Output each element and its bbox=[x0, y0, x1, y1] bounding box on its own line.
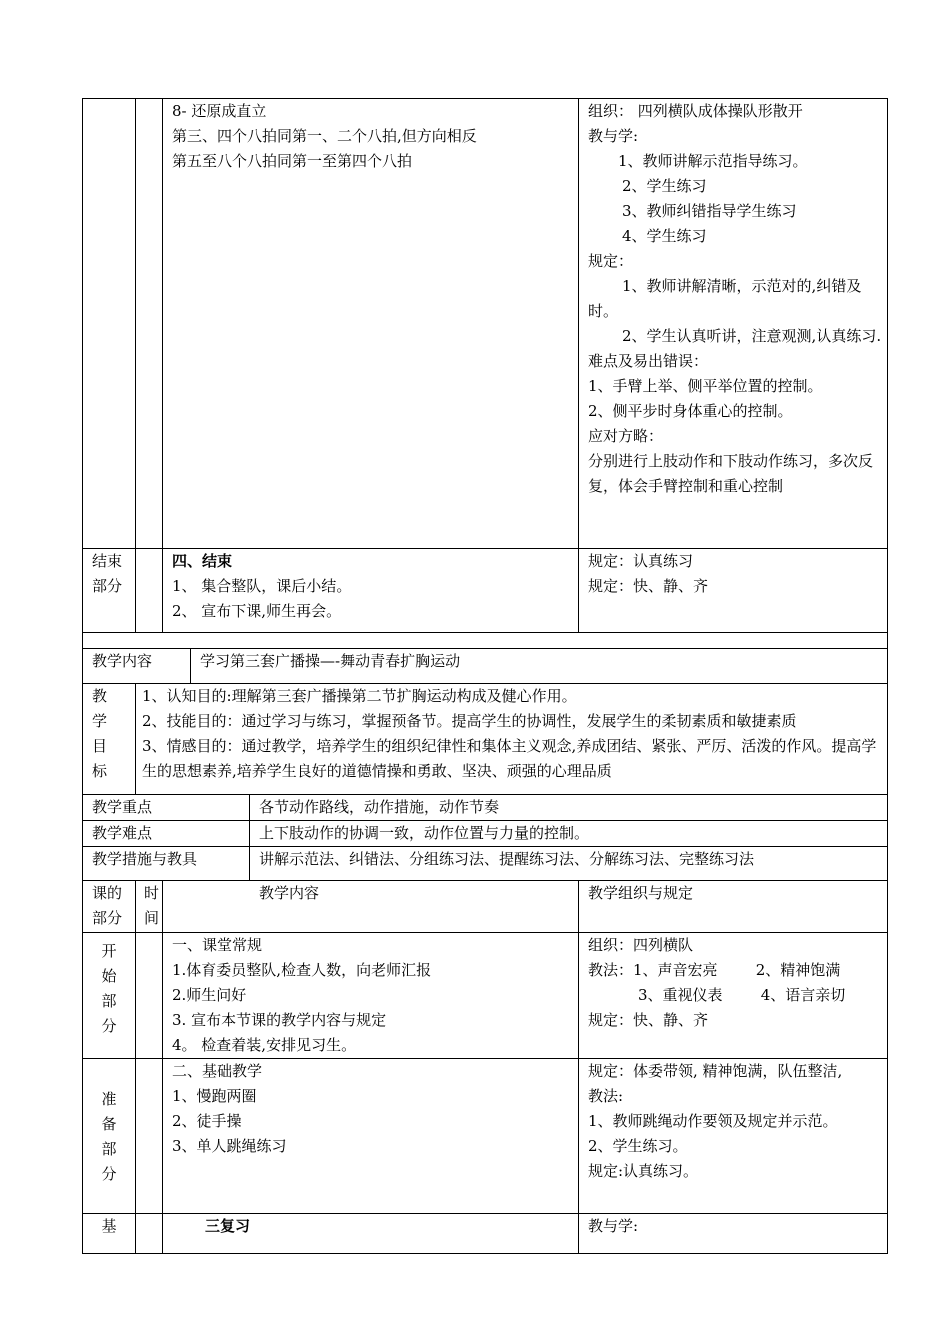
goals-content bbox=[136, 684, 888, 795]
key-info-table bbox=[82, 794, 888, 881]
teaching-content-value: 学习第三套广播操—-舞动青春扩胸运动 bbox=[191, 649, 888, 684]
lesson-table bbox=[82, 880, 888, 1254]
org-line: 组织： 四列横队成体操队形散开 bbox=[588, 102, 803, 120]
prep-org-cell bbox=[579, 1059, 888, 1214]
start-content-cell bbox=[163, 933, 579, 1059]
content-line: 一、课堂常规 bbox=[172, 936, 263, 954]
content-cell bbox=[163, 99, 579, 549]
spacer-row bbox=[83, 633, 888, 649]
content-line: 2、徒手操 bbox=[172, 1112, 242, 1130]
org-line: 难点及易出错误： bbox=[588, 352, 709, 370]
content-line: 二、基础教学 bbox=[172, 1062, 263, 1080]
content-line: 1.体育委员整队,检查人数，向老师汇报 bbox=[172, 961, 432, 979]
org-line: 2、学生练习 bbox=[622, 177, 707, 195]
teaching-content-label: 教学内容 bbox=[83, 649, 191, 684]
time-cell bbox=[136, 1059, 163, 1214]
ending-item: 1、 集合整队，课后小结。 bbox=[172, 577, 352, 595]
continuation-table bbox=[82, 98, 888, 649]
content-line: 4。 检查着装,安排见习生。 bbox=[172, 1036, 357, 1054]
goals-label: 教学目标 bbox=[83, 684, 136, 795]
org-line: 应对方略： bbox=[588, 427, 664, 445]
org-line: 4、学生练习 bbox=[622, 227, 707, 245]
org-line: 1、教师讲解清晰，示范对的,纠错及时。 bbox=[588, 277, 862, 320]
header-content: 教学内容 bbox=[163, 881, 579, 933]
header-org: 教学组织与规定 bbox=[579, 881, 888, 933]
ending-part-label: 结束部分 bbox=[83, 549, 136, 633]
ending-content-cell bbox=[163, 549, 579, 633]
prep-row bbox=[83, 1059, 888, 1214]
key-points-value: 各节动作路线，动作措施，动作节奏 bbox=[250, 795, 888, 821]
time-cell bbox=[136, 1214, 163, 1254]
time-cell bbox=[136, 99, 163, 549]
org-line: 规定：体委带领, 精神饱满，队伍整洁, bbox=[588, 1062, 843, 1080]
org-line: 分别进行上肢动作和下肢动作练习，多次反复，体会手臂控制和重心控制 bbox=[588, 452, 874, 495]
goal-line: 1、认知目的:理解第三套广播操第二节扩胸运动构成及健心作用。 bbox=[142, 687, 577, 705]
header-time: 时间 bbox=[136, 881, 163, 933]
methods-label: 教学措施与教具 bbox=[83, 847, 250, 881]
basic-row bbox=[83, 1214, 888, 1254]
org-line: 教与学: bbox=[588, 1217, 639, 1235]
start-org-cell bbox=[579, 933, 888, 1059]
org-line: 规定：快、静、齐 bbox=[588, 577, 709, 595]
ending-org-cell bbox=[579, 549, 888, 633]
org-line: 教法：1、声音宏亮 2、精神饱满 bbox=[588, 961, 841, 979]
time-cell bbox=[136, 549, 163, 633]
spacer-cell bbox=[83, 633, 888, 649]
start-part-label: 开始部分 bbox=[83, 933, 136, 1059]
org-line: 教与学: bbox=[588, 127, 639, 145]
continuation-row bbox=[83, 99, 888, 549]
goal-line: 2、技能目的：通过学习与练习，掌握预备节。提高学生的协调性，发展学生的柔韧素质和敏捷素质 bbox=[142, 712, 797, 730]
methods-value: 讲解示范法、纠错法、分组练习法、提醒练习法、分解练习法、完整练习法 bbox=[250, 847, 888, 881]
lesson-plan-page bbox=[82, 98, 887, 1254]
basic-org-cell bbox=[579, 1214, 888, 1254]
content-line: 1、慢跑两圈 bbox=[172, 1087, 257, 1105]
ending-row bbox=[83, 549, 888, 633]
basic-content-cell bbox=[163, 1214, 579, 1254]
ending-item: 2、 宣布下课,师生再会。 bbox=[172, 602, 342, 620]
content-line: 第三、四个八拍同第一、二个八拍,但方向相反 bbox=[172, 127, 477, 145]
prep-content-cell bbox=[163, 1059, 579, 1214]
org-line: 2、学生认真听讲，注意观测,认真练习. bbox=[622, 327, 882, 345]
content-line: 2.师生问好 bbox=[172, 986, 247, 1004]
difficulties-value: 上下肢动作的协调一致，动作位置与力量的控制。 bbox=[250, 821, 888, 847]
content-line: 第五至八个八拍同第一至第四个八拍 bbox=[172, 152, 413, 170]
org-line: 2、侧平步时身体重心的控制。 bbox=[588, 402, 793, 420]
org-line: 1、教师跳绳动作要领及规定并示范。 bbox=[588, 1112, 838, 1130]
difficulties-label: 教学难点 bbox=[83, 821, 250, 847]
org-line: 规定：认真练习 bbox=[588, 552, 694, 570]
org-cell bbox=[579, 99, 888, 549]
org-line: 组织：四列横队 bbox=[588, 936, 694, 954]
basic-part-label: 基 bbox=[83, 1214, 136, 1254]
start-row bbox=[83, 933, 888, 1059]
org-line: 规定： bbox=[588, 252, 634, 270]
teaching-content-table bbox=[82, 648, 888, 684]
org-line: 1、教师讲解示范指导练习。 bbox=[618, 152, 808, 170]
goals-table bbox=[82, 683, 888, 795]
content-line: 3、单人跳绳练习 bbox=[172, 1137, 287, 1155]
part-cell bbox=[83, 99, 136, 549]
header-part: 课的部分 bbox=[83, 881, 136, 933]
goal-line: 3、情感目的：通过教学，培养学生的组织纪律性和集体主义观念,养成团结、紧张、严厉、活泼的作风。提高学生的思想素养,培养学生良好的道德情操和勇敢、坚决、顽强的心理品质 bbox=[142, 737, 877, 780]
header-row bbox=[83, 881, 888, 933]
org-line: 1、手臂上举、侧平举位置的控制。 bbox=[588, 377, 823, 395]
time-cell bbox=[136, 933, 163, 1059]
org-line: 3、教师纠错指导学生练习 bbox=[622, 202, 797, 220]
org-line: 3、重视仪表 4、语言亲切 bbox=[638, 986, 846, 1004]
org-line: 规定:认真练习。 bbox=[588, 1162, 699, 1180]
content-line: 3. 宣布本节课的教学内容与规定 bbox=[172, 1011, 387, 1029]
prep-part-label: 准备部分 bbox=[83, 1059, 136, 1214]
basic-content-title: 三复习 bbox=[205, 1217, 251, 1235]
content-line: 8- 还原成直立 bbox=[172, 102, 267, 120]
org-line: 规定：快、静、齐 bbox=[588, 1011, 709, 1029]
org-line: 2、学生练习。 bbox=[588, 1137, 688, 1155]
org-line: 教法: bbox=[588, 1087, 624, 1105]
ending-title: 四、结束 bbox=[172, 552, 233, 570]
key-points-label: 教学重点 bbox=[83, 795, 250, 821]
